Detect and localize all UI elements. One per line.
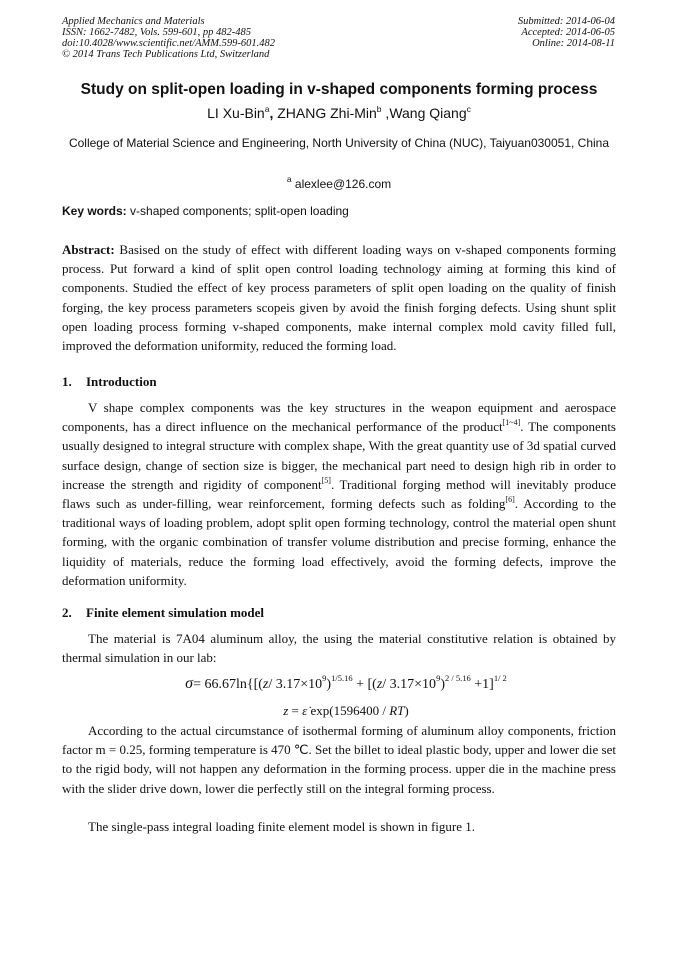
affiliation-mark: a — [264, 104, 270, 114]
author-name: ZHANG Zhi-Min — [277, 105, 377, 121]
introduction-paragraph — [62, 398, 616, 590]
accepted-date: Accepted: 2014-06-05 — [521, 27, 615, 38]
eq-denom: / 3.17×10 — [268, 677, 323, 692]
section-number: 2. — [62, 605, 72, 620]
constitutive-equation: σ= 66.67ln{[(z/ $3.17\times 10^9)^{1/5.16} + [(z/$ $3.17\times 10^9)^{2 / 5.16} +1]^{1/ 2}$ — [185, 673, 507, 692]
email-address[interactable]: alexlee@126.com — [294, 177, 392, 191]
paper-title: Study on split-open loading in v-shaped components forming process — [80, 81, 598, 98]
section-heading-introduction — [62, 374, 157, 390]
keywords — [62, 204, 616, 218]
eq-exp-term: exp(1596400 / — [307, 703, 390, 718]
keywords-label: Key words: — [62, 204, 127, 218]
eq-exp: 1/ 2 — [493, 673, 507, 683]
eq-strain-rate: ε̇ — [302, 703, 308, 718]
keywords-text: v-shaped components; split-open loading — [130, 204, 349, 218]
eq-denom: / 3.17×10 — [382, 677, 437, 692]
material-paragraph: The material is 7A04 aluminum alloy, the using the material constitutive relation is obtained by thermal simulation in our lab: — [62, 631, 616, 666]
eq-z: z — [262, 677, 269, 692]
eq-equals: = — [288, 703, 303, 718]
journal-issn: ISSN: 1662-7482, Vols. 599-601, pp 482-485 — [62, 27, 251, 38]
affiliation-mark: b — [376, 104, 382, 114]
citation-ref[interactable]: [6] — [505, 495, 515, 505]
intro-sentence: . According to the traditional ways of loading problem, adopt split open forming technology, control the material open shunt forming, with the organic combination of transfer volume distribution and precise forming, enhance the liquidity of materials, reduce the forming load effectively, avoid the forming defects, improve the deformation uniformity. — [62, 496, 617, 588]
email-mark: a — [286, 174, 292, 184]
section-number: 1. — [62, 374, 72, 389]
zener-hollomon-equation — [0, 703, 678, 719]
section-heading-fe-model — [62, 605, 264, 621]
friction-paragraph: According to the actual circumstance of isothermal forming of aluminum alloy components, friction factor m = 0.25, forming temperature is 470 ℃. Set the billet to ideal plastic body, upper and lower die set to the rigid body, will not happen any deformation in the forming process. upper die in the machine press with the slider drive down, lower die perfectly still on the integral forming process. — [62, 723, 616, 796]
eq-exp: 2 / 5.16 — [444, 673, 471, 683]
eq-exp: 1/5.16 — [331, 673, 353, 683]
intro-sentence: V shape complex components was the key structures in the weapon equipment and aerospace components, has a direct influence on the mechanical performance of the product — [62, 400, 616, 435]
eq-rt: RT — [389, 703, 405, 718]
section-title: Introduction — [86, 374, 157, 389]
abstract-label: Abstract: — [62, 242, 115, 257]
citation-ref[interactable]: [5] — [321, 475, 331, 485]
author-name: LI Xu-Bin — [207, 105, 265, 121]
eq-z: z — [376, 677, 383, 692]
single-pass-paragraph: The single-pass integral loading finite element model is shown in figure 1. — [88, 819, 476, 834]
submitted-date: Submitted: 2014-06-04 — [517, 16, 615, 27]
intro-sentence: . The components usually designed to integral structure with complex shape, With the great quantity use of 3d spatial curved surface design, change of section size is bigger, the mechanical part need to design high rib in order to increase the strength and rigidity of component — [62, 419, 616, 492]
section-title: Finite element simulation model — [86, 605, 265, 620]
abstract-text: Basised on the study of effect with different loading ways on v-shaped components forming process. Put forward a kind of split open control loading technology aiming at forming this kind of components. Studied the effect of key process parameters of split open loading on the quality of finish forging, the key process parameters scopeis given by avoid the finish forging defects. Using shunt split open loading process forming v-shaped components, make internal complex mold cavity filled full, improved the deformation uniformity, reduced the forming load. — [62, 242, 617, 354]
author-separator: , — [385, 105, 390, 121]
citation-ref[interactable]: [1~4] — [502, 418, 521, 428]
online-date: Online: 2014-08-11 — [532, 38, 615, 49]
author-name: Wang Qiang — [389, 105, 467, 121]
author-separator: , — [269, 105, 274, 121]
eq-z: z — [283, 703, 289, 718]
eq-exp: 9 — [322, 673, 327, 683]
journal-doi[interactable]: doi:10.4028/www.scientific.net/AMM.599-601.482 — [62, 38, 275, 49]
eq-close: ) — [404, 703, 409, 718]
abstract — [62, 240, 616, 355]
eq-sigma: σ — [185, 675, 194, 692]
affiliation-mark: c — [466, 104, 471, 114]
eq-plus: +1 — [470, 677, 490, 692]
eq-plus: + — [352, 677, 364, 692]
journal-header-left — [62, 16, 275, 60]
author-list — [0, 105, 678, 121]
journal-name: Applied Mechanics and Materials — [62, 16, 205, 27]
eq-coef: = 66.67ln — [193, 677, 247, 692]
eq-exp: 9 — [436, 673, 441, 683]
author-email — [0, 174, 678, 191]
intro-sentence: . Traditional forging method will inevitably produce flaws such as under-filling, wear reinforcement, forming defects such as folding — [62, 476, 616, 512]
author-affiliation: College of Material Science and Engineering, North University of China (NUC), Taiyuan030051, China — [68, 136, 610, 150]
journal-header-right — [518, 16, 615, 49]
journal-copyright: © 2014 Trans Tech Publications Ltd, Switzerland — [62, 49, 270, 60]
